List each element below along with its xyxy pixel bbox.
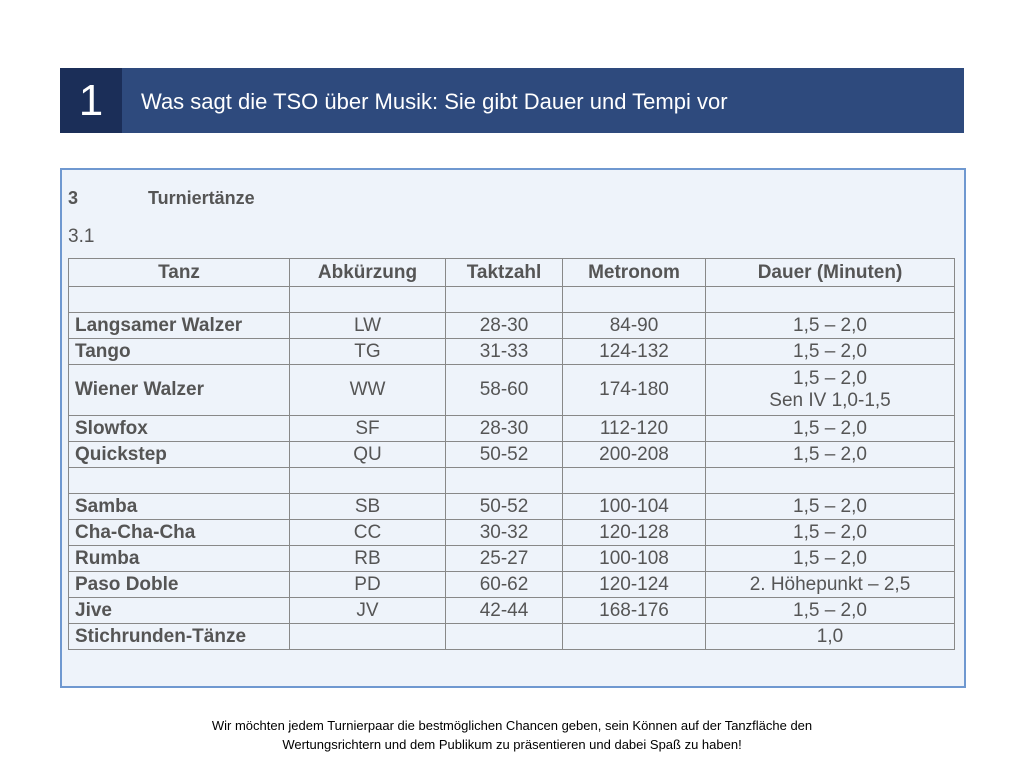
table-row-empty bbox=[69, 287, 955, 313]
cell-tanz bbox=[69, 468, 290, 494]
cell-metronom: 84-90 bbox=[563, 313, 706, 339]
cell-dauer: 1,5 – 2,0 bbox=[706, 598, 955, 624]
table-row bbox=[69, 598, 955, 624]
column-header-dauer: Dauer (Minuten) bbox=[706, 259, 955, 287]
cell-abkuerzung: TG bbox=[290, 339, 446, 365]
cell-abkuerzung: RB bbox=[290, 546, 446, 572]
cell-metronom: 200-208 bbox=[563, 442, 706, 468]
cell-abkuerzung: SB bbox=[290, 494, 446, 520]
table-row bbox=[69, 572, 955, 598]
slide-number: 1 bbox=[60, 68, 122, 133]
cell-dauer: 1,5 – 2,0 bbox=[706, 546, 955, 572]
dance-table bbox=[68, 258, 955, 650]
document-excerpt bbox=[60, 168, 966, 688]
column-header-tanz: Tanz bbox=[69, 259, 290, 287]
cell-tanz: Rumba bbox=[69, 546, 290, 572]
slide-title: Was sagt die TSO über Musik: Sie gibt Dauer und Tempi vor bbox=[141, 89, 728, 114]
cell-taktzahl bbox=[446, 287, 563, 313]
cell-taktzahl: 30-32 bbox=[446, 520, 563, 546]
cell-metronom: 174-180 bbox=[563, 365, 706, 416]
cell-abkuerzung: CC bbox=[290, 520, 446, 546]
cell-dauer: 1,5 – 2,0 bbox=[706, 416, 955, 442]
section-title: Turniertänze bbox=[148, 188, 255, 208]
table-row bbox=[69, 624, 955, 650]
cell-taktzahl: 28-30 bbox=[446, 313, 563, 339]
cell-taktzahl: 42-44 bbox=[446, 598, 563, 624]
cell-taktzahl bbox=[446, 468, 563, 494]
cell-abkuerzung: JV bbox=[290, 598, 446, 624]
cell-tanz: Slowfox bbox=[69, 416, 290, 442]
table-row bbox=[69, 339, 955, 365]
cell-metronom: 124-132 bbox=[563, 339, 706, 365]
cell-dauer bbox=[706, 468, 955, 494]
cell-abkuerzung: PD bbox=[290, 572, 446, 598]
table-row bbox=[69, 442, 955, 468]
cell-metronom bbox=[563, 468, 706, 494]
table-row bbox=[69, 365, 955, 416]
cell-tanz: Langsamer Walzer bbox=[69, 313, 290, 339]
cell-taktzahl bbox=[446, 624, 563, 650]
table-row bbox=[69, 520, 955, 546]
cell-taktzahl: 25-27 bbox=[446, 546, 563, 572]
cell-tanz: Quickstep bbox=[69, 442, 290, 468]
cell-metronom: 168-176 bbox=[563, 598, 706, 624]
cell-dauer-line-1: 1,5 – 2,0 bbox=[793, 368, 867, 389]
cell-dauer-line-2: Sen IV 1,0-1,5 bbox=[769, 390, 891, 411]
cell-taktzahl: 58-60 bbox=[446, 365, 563, 416]
table-row bbox=[69, 313, 955, 339]
cell-abkuerzung: QU bbox=[290, 442, 446, 468]
cell-abkuerzung: SF bbox=[290, 416, 446, 442]
cell-tanz: Cha-Cha-Cha bbox=[69, 520, 290, 546]
cell-metronom: 120-128 bbox=[563, 520, 706, 546]
table-row bbox=[69, 494, 955, 520]
subsection-number: 3.1 bbox=[68, 226, 95, 247]
cell-taktzahl: 50-52 bbox=[446, 494, 563, 520]
cell-metronom bbox=[563, 624, 706, 650]
cell-dauer: 1,5 – 2,0 bbox=[706, 339, 955, 365]
table-row-empty bbox=[69, 468, 955, 494]
cell-tanz: Stichrunden-Tänze bbox=[69, 624, 290, 650]
cell-metronom: 100-108 bbox=[563, 546, 706, 572]
cell-tanz: Samba bbox=[69, 494, 290, 520]
column-header-abkuerzung: Abkürzung bbox=[290, 259, 446, 287]
cell-abkuerzung bbox=[290, 287, 446, 313]
slide-header bbox=[60, 68, 964, 133]
cell-tanz bbox=[69, 287, 290, 313]
cell-dauer: 1,5 – 2,0 bbox=[706, 520, 955, 546]
column-header-taktzahl: Taktzahl bbox=[446, 259, 563, 287]
column-header-metronom: Metronom bbox=[563, 259, 706, 287]
cell-taktzahl: 28-30 bbox=[446, 416, 563, 442]
cell-dauer: 1,5 – 2,0 bbox=[706, 442, 955, 468]
cell-dauer: 1,0 bbox=[706, 624, 955, 650]
cell-dauer bbox=[706, 287, 955, 313]
cell-tanz: Wiener Walzer bbox=[69, 365, 290, 416]
table-header-row bbox=[69, 259, 955, 287]
footer-line-1: Wir möchten jedem Turnierpaar die bestmöglichen Chancen geben, sein Können auf der Tanzfläche den bbox=[211, 718, 813, 733]
section-number: 3 bbox=[68, 188, 79, 208]
cell-metronom: 120-124 bbox=[563, 572, 706, 598]
cell-dauer: 1,5 – 2,0 bbox=[706, 313, 955, 339]
cell-dauer: 1,5 – 2,0 bbox=[706, 494, 955, 520]
cell-metronom: 100-104 bbox=[563, 494, 706, 520]
cell-metronom: 112-120 bbox=[563, 416, 706, 442]
cell-tanz: Paso Doble bbox=[69, 572, 290, 598]
cell-taktzahl: 31-33 bbox=[446, 339, 563, 365]
cell-dauer-multiline bbox=[706, 365, 955, 416]
table-row bbox=[69, 546, 955, 572]
cell-tanz: Jive bbox=[69, 598, 290, 624]
cell-dauer: 2. Höhepunkt – 2,5 bbox=[706, 572, 955, 598]
cell-abkuerzung bbox=[290, 468, 446, 494]
footer-line-2: Wertungsrichtern und dem Publikum zu präsentieren und dabei Spaß zu haben! bbox=[282, 737, 742, 752]
table-row bbox=[69, 416, 955, 442]
cell-abkuerzung: LW bbox=[290, 313, 446, 339]
cell-abkuerzung: WW bbox=[290, 365, 446, 416]
footer-text bbox=[0, 716, 1024, 754]
cell-taktzahl: 60-62 bbox=[446, 572, 563, 598]
cell-taktzahl: 50-52 bbox=[446, 442, 563, 468]
cell-metronom bbox=[563, 287, 706, 313]
cell-tanz: Tango bbox=[69, 339, 290, 365]
cell-abkuerzung bbox=[290, 624, 446, 650]
